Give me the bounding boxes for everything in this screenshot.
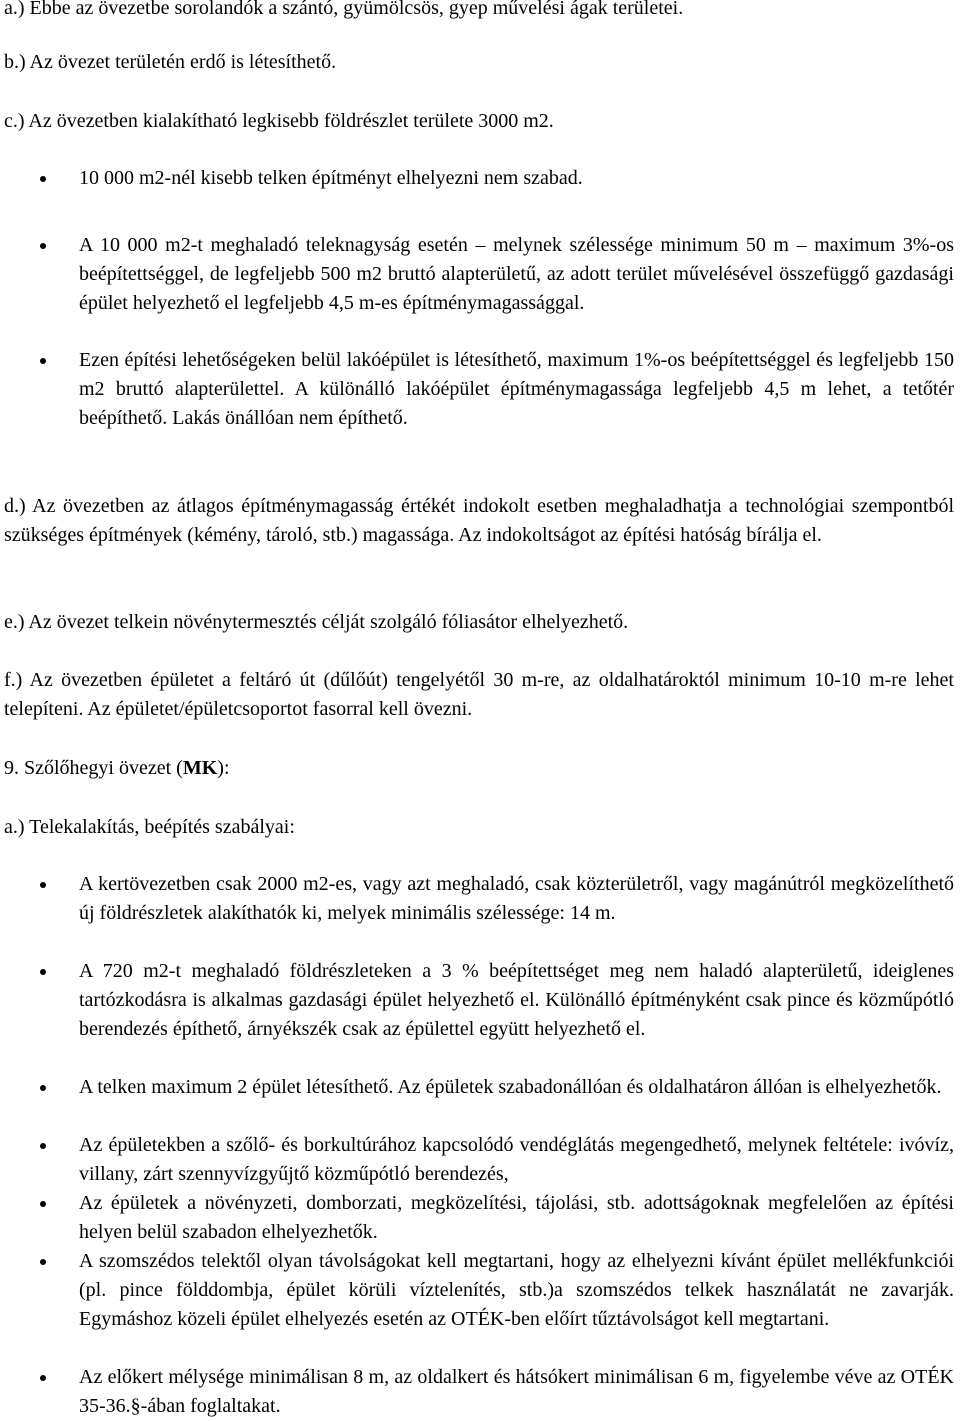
bullet-icon: [40, 1085, 46, 1091]
heading-9: 9. Szőlőhegyi övezet (MK):: [4, 757, 230, 779]
bullet-icon: [40, 243, 46, 249]
bullet-icon: [40, 176, 46, 182]
list-item: 10 000 m2-nél kisebb telken építményt elhelyezni nem szabad.: [4, 164, 954, 193]
bullet-icon: [40, 969, 46, 975]
list-item: A szomszédos telektől olyan távolságokat kell megtartani, hogy az elhelyezni kívánt épület mellékfunkciói (pl. pince földdombja, épület körüli víztelenítés, stb.)a szomszédos telkek használatát ne zavarják. Egymáshoz közeli épület elhelyezés esetén az OTÉK-ben előírt tűztávolságot kell megtartani.: [4, 1247, 954, 1334]
bullet-icon: [40, 1201, 46, 1207]
section-e: e.) Az övezet telkein növénytermesztés célját szolgáló fóliasátor elhelyezhető.: [4, 611, 629, 633]
section-c: c.) Az övezetben kialakítható legkisebb földrészlet területe 3000 m2.: [4, 110, 554, 132]
list-item: Az előkert mélysége minimálisan 8 m, az oldalkert és hátsókert minimálisan 6 m, figyelembe véve az OTÉK 35-36.§-ában foglaltakat.: [4, 1363, 954, 1421]
list-item: A kertövezetben csak 2000 m2-es, vagy azt meghaladó, csak közterületről, vagy magánútról megközelíthető új földrészletek alakíthatók ki, melyek minimális szélessége: 14 m.: [4, 870, 954, 928]
section-9a: a.) Telekalakítás, beépítés szabályai:: [4, 816, 295, 838]
list-item: A 720 m2-t meghaladó földrészleteken a 3 % beépítettséget meg nem haladó alapterületű, ideiglenes tartózkodásra is alkalmas gazdasági épület helyezhető el. Különálló építményként csak pince és közműpótló berendezés építhető, árnyékszék csak az épülettel együtt helyezhető el.: [4, 957, 954, 1044]
bullet-icon: [40, 1259, 46, 1265]
section-f: f.) Az övezetben épületet a feltáró út (dűlőút) tengelyétől 30 m-re, az oldalhatároktól minimum 10-10 m-re lehet telepíteni. Az épületet/épületcsoportot fasorral kell övezni.: [4, 669, 954, 720]
section-b: b.) Az övezet területén erdő is létesíthető.: [4, 51, 337, 73]
list-item: A telken maximum 2 épület létesíthető. Az épületek szabadonállóan és oldalhatáron állóan is elhelyezhetők.: [4, 1073, 954, 1102]
zone-code: MK: [182, 757, 218, 779]
section-d: d.) Az övezetben az átlagos építménymagasság értékét indokolt esetben meghaladhatja a technológiai szempontból szükséges építmények (kémény, tároló, stb.) magassága. Az indokoltságot az építési hatóság bírálja el.: [4, 495, 954, 546]
bullet-icon: [40, 882, 46, 888]
list-item: Az épületekben a szőlő- és borkultúrához kapcsolódó vendéglátás megengedhető, melynek feltétele: ivóvíz, villany, zárt szennyvízgyűjtő közműpótló berendezés,: [4, 1131, 954, 1189]
list-item: Az épületek a növényzeti, domborzati, megközelítési, tájolási, stb. adottságoknak megfelelően az építési helyen belül szabadon elhelyezhetők.: [4, 1189, 954, 1247]
bullet-icon: [40, 1143, 46, 1149]
section-a: a.) Ebbe az övezetbe sorolandók a szántó, gyümölcsös, gyep művelési ágak területei.: [4, 0, 684, 19]
bullet-icon: [40, 1375, 46, 1381]
bullet-icon: [40, 358, 46, 364]
list-item: A 10 000 m2-t meghaladó teleknagyság esetén – melynek szélessége minimum 50 m – maximum 3%-os beépítettséggel, de legfeljebb 500 m2 bruttó alapterületű, az adott terület művelésével összefüggő gazdasági épület helyezhető el legfeljebb 4,5 m-es építménymagassággal.: [4, 231, 954, 318]
list-item: Ezen építési lehetőségeken belül lakóépület is létesíthető, maximum 1%-os beépítettséggel és legfeljebb 150 m2 bruttó alapterülettel. A különálló lakóépület építménymagassága legfeljebb 4,5 m lehet, a tetőtér beépíthető. Lakás önállóan nem építhető.: [4, 346, 954, 433]
